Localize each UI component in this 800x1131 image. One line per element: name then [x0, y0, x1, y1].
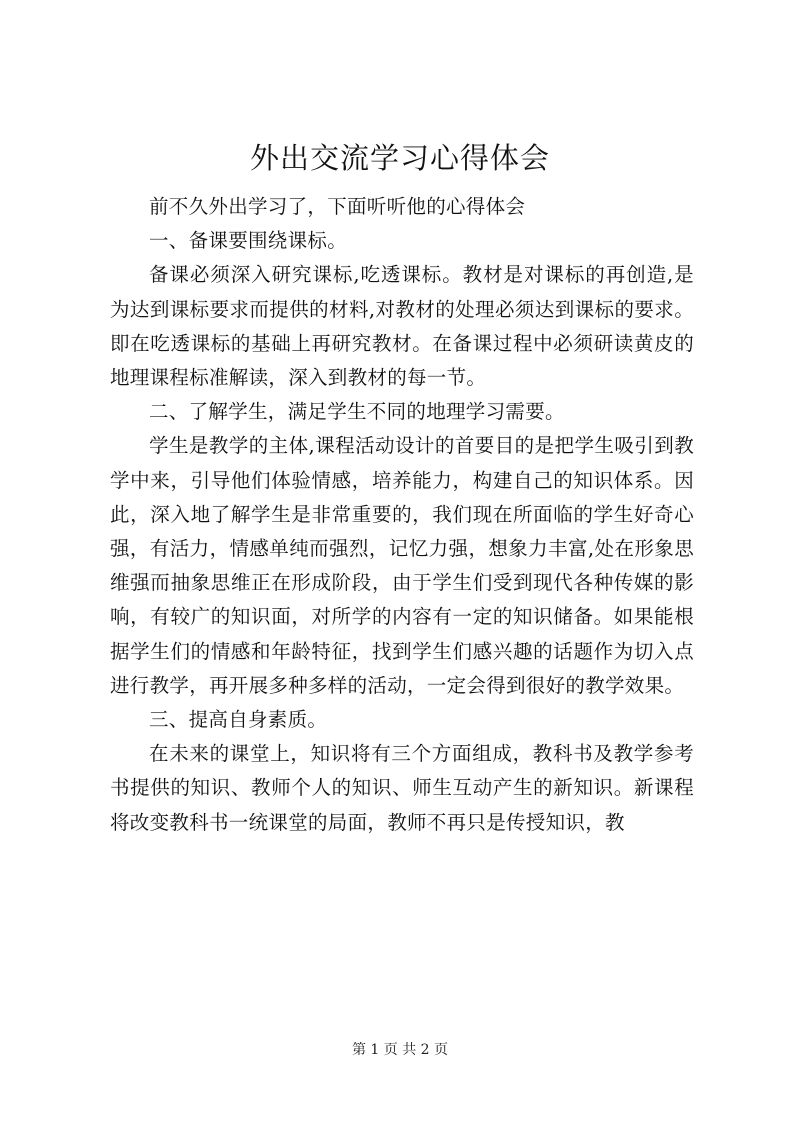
page-footer: 第 1 页 共 2 页 [351, 1042, 449, 1058]
section-heading-1: 一、备课要围绕课标。 [149, 229, 348, 253]
paragraph-intro: 前不久外出学习了，下面听听他的心得体会 [149, 195, 526, 218]
document-body [110, 190, 694, 840]
section-heading-2: 二、了解学生，满足学生不同的地理学习需要。 [149, 400, 565, 424]
paragraph-section-1: 备课必须深入研究课标,吃透课标。教材是对课标的再创造,是为达到课标要求而提供的材料,对教材的处理必须达到课标的要求。即在吃透课标的基础上再研究教材。在备课过程中必须研读黄皮的地理课程标准解读，深入到教材的每一节。 [110, 263, 694, 390]
section-heading-3: 三、提高自身素质。 [149, 708, 328, 732]
document-title: 外出交流学习心得体会 [249, 141, 550, 175]
paragraph-section-3: 在未来的课堂上，知识将有三个方面组成，教科书及教学参考书提供的知识、教师个人的知识、师生互动产生的新知识。新课程将改变教科书一统课堂的局面，教师不再只是传授知识，教 [110, 742, 694, 834]
paragraph-section-2: 学生是教学的主体,课程活动设计的首要目的是把学生吸引到教学中来，引导他们体验情感，培养能力，构建自己的知识体系。因此，深入地了解学生是非常重要的，我们现在所面临的学生好奇心强，有活力，情感单纯而强烈，记忆力强，想象力丰富,处在形象思维强而抽象思维正在形成阶段，由于学生们受到现代各种传媒的影响，有较广的知识面，对所学的内容有一定的知识储备。如果能根据学生们的情感和年龄特征，找到学生们感兴趣的话题作为切入点进行教学，再开展多种多样的活动，一定会得到很好的教学效果。 [110, 434, 694, 697]
